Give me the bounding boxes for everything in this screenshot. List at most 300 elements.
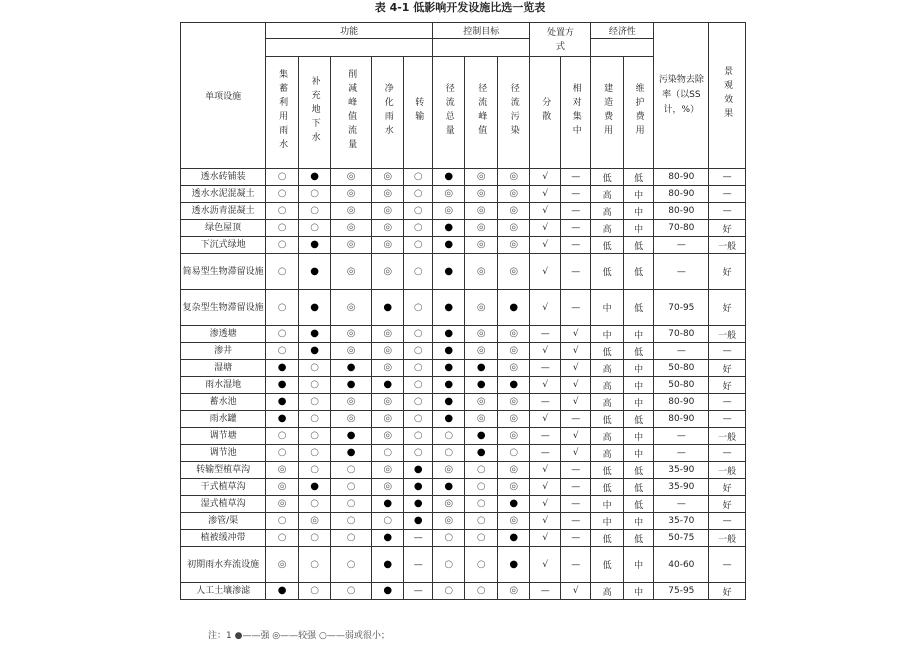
table-cell: ○ bbox=[298, 220, 331, 237]
table-cell: — bbox=[654, 445, 709, 462]
table-cell: √ bbox=[560, 377, 590, 394]
table-cell: 中 bbox=[623, 326, 653, 343]
table-cell: ● bbox=[266, 583, 299, 600]
table-cell: 低 bbox=[591, 479, 624, 496]
table-cell: ◎ bbox=[298, 513, 331, 530]
table-cell: ◎ bbox=[371, 428, 404, 445]
table-cell: ● bbox=[331, 445, 372, 462]
table-row bbox=[181, 343, 746, 360]
table-cell: 低 bbox=[591, 169, 624, 186]
table-cell: ◎ bbox=[331, 290, 372, 326]
table-cell: ○ bbox=[331, 462, 372, 479]
table-cell: — bbox=[530, 360, 560, 377]
table-cell: ○ bbox=[298, 496, 331, 513]
table-cell: ◎ bbox=[371, 203, 404, 220]
facility-name: 蓄水池 bbox=[181, 394, 266, 411]
table-cell: ● bbox=[432, 237, 465, 254]
table-cell: ◎ bbox=[371, 220, 404, 237]
facility-name: 渗透塘 bbox=[181, 326, 266, 343]
table-cell: 低 bbox=[591, 343, 624, 360]
table-cell: ◎ bbox=[497, 479, 530, 496]
table-cell: 好 bbox=[709, 220, 746, 237]
table-cell: — bbox=[654, 237, 709, 254]
table-cell: ○ bbox=[465, 462, 498, 479]
table-cell: ◎ bbox=[497, 428, 530, 445]
table-cell: ◎ bbox=[371, 360, 404, 377]
table-cell: ○ bbox=[298, 547, 331, 583]
header-removal-rate: 污染物去除率（以SS计，%） bbox=[654, 23, 709, 169]
table-cell: √ bbox=[530, 343, 560, 360]
table-cell: ○ bbox=[432, 530, 465, 547]
table-cell: — bbox=[530, 445, 560, 462]
table-cell: ○ bbox=[298, 428, 331, 445]
table-row bbox=[181, 186, 746, 203]
table-row bbox=[181, 203, 746, 220]
table-cell: ● bbox=[298, 343, 331, 360]
table-cell: 中 bbox=[591, 513, 624, 530]
table-cell: 80-90 bbox=[654, 411, 709, 428]
table-cell: — bbox=[560, 411, 590, 428]
table-row bbox=[181, 237, 746, 254]
table-cell: ◎ bbox=[497, 411, 530, 428]
facility-name: 转输型植草沟 bbox=[181, 462, 266, 479]
table-cell: ◎ bbox=[331, 186, 372, 203]
table-cell: ◎ bbox=[331, 220, 372, 237]
table-cell: ◎ bbox=[371, 169, 404, 186]
table-cell: 高 bbox=[591, 394, 624, 411]
table-row bbox=[181, 360, 746, 377]
table-cell: ● bbox=[404, 496, 432, 513]
table-row bbox=[181, 254, 746, 290]
table-cell: ○ bbox=[331, 513, 372, 530]
table-cell: — bbox=[560, 462, 590, 479]
table-cell: 低 bbox=[623, 479, 653, 496]
table-cell: ● bbox=[371, 496, 404, 513]
facility-name: 渗井 bbox=[181, 343, 266, 360]
table-cell: 50-80 bbox=[654, 360, 709, 377]
facility-name: 下沉式绿地 bbox=[181, 237, 266, 254]
table-cell: ◎ bbox=[371, 326, 404, 343]
table-cell: 低 bbox=[623, 411, 653, 428]
table-row bbox=[181, 462, 746, 479]
facility-name: 透水砖铺装 bbox=[181, 169, 266, 186]
table-row bbox=[181, 479, 746, 496]
column-label: 相对集中 bbox=[560, 57, 590, 169]
table-cell: √ bbox=[530, 479, 560, 496]
table-cell: — bbox=[560, 530, 590, 547]
table-cell: ○ bbox=[266, 513, 299, 530]
table-cell: √ bbox=[530, 169, 560, 186]
table-cell: ◎ bbox=[497, 394, 530, 411]
table-cell: ○ bbox=[298, 377, 331, 394]
table-cell: ○ bbox=[465, 547, 498, 583]
table-row bbox=[181, 411, 746, 428]
table-cell: ◎ bbox=[465, 254, 498, 290]
table-cell: 好 bbox=[709, 479, 746, 496]
table-cell: ◎ bbox=[497, 220, 530, 237]
table-cell: √ bbox=[530, 203, 560, 220]
table-cell: 75-95 bbox=[654, 583, 709, 600]
table-cell: 50-75 bbox=[654, 530, 709, 547]
table-cell: ○ bbox=[404, 169, 432, 186]
table-cell: ◎ bbox=[371, 462, 404, 479]
column-label: 径流总量 bbox=[432, 57, 465, 169]
table-cell: ● bbox=[298, 237, 331, 254]
table-cell: ○ bbox=[298, 203, 331, 220]
table-cell: — bbox=[404, 530, 432, 547]
table-row bbox=[181, 513, 746, 530]
facility-name: 雨水罐 bbox=[181, 411, 266, 428]
facility-name: 渗管/渠 bbox=[181, 513, 266, 530]
column-label: 净化雨水 bbox=[371, 57, 404, 169]
table-cell: ○ bbox=[266, 237, 299, 254]
table-cell: 低 bbox=[623, 237, 653, 254]
table-cell: ◎ bbox=[465, 343, 498, 360]
table-cell: 好 bbox=[709, 496, 746, 513]
table-cell: — bbox=[709, 547, 746, 583]
table-cell: 好 bbox=[709, 583, 746, 600]
header-group-treatment: 处置方式 bbox=[530, 23, 591, 57]
table-row bbox=[181, 169, 746, 186]
table-cell: ◎ bbox=[497, 513, 530, 530]
table-cell: 中 bbox=[591, 290, 624, 326]
table-row bbox=[181, 547, 746, 583]
table-cell: ○ bbox=[331, 547, 372, 583]
table-cell: ● bbox=[298, 326, 331, 343]
table-cell: — bbox=[404, 583, 432, 600]
table-cell: 中 bbox=[623, 394, 653, 411]
table-cell: — bbox=[709, 411, 746, 428]
table-cell: ◎ bbox=[331, 203, 372, 220]
table-row bbox=[181, 377, 746, 394]
table-cell: ● bbox=[432, 290, 465, 326]
table-cell: ○ bbox=[331, 530, 372, 547]
table-cell: ○ bbox=[298, 394, 331, 411]
table-cell: ● bbox=[432, 479, 465, 496]
table-cell: ◎ bbox=[497, 186, 530, 203]
table-cell: ○ bbox=[465, 513, 498, 530]
table-cell: ○ bbox=[266, 445, 299, 462]
table-cell: ● bbox=[432, 343, 465, 360]
table-cell: ◎ bbox=[465, 203, 498, 220]
table-cell: — bbox=[404, 547, 432, 583]
table-cell: √ bbox=[560, 445, 590, 462]
table-cell: 低 bbox=[591, 530, 624, 547]
table-cell: — bbox=[654, 428, 709, 445]
table-cell: ○ bbox=[331, 479, 372, 496]
table-cell: 低 bbox=[623, 496, 653, 513]
facility-name: 湿式植草沟 bbox=[181, 496, 266, 513]
table-cell: √ bbox=[560, 394, 590, 411]
table-cell: √ bbox=[530, 220, 560, 237]
table-cell: ○ bbox=[404, 186, 432, 203]
table-cell: ● bbox=[298, 290, 331, 326]
facility-name: 透水沥青混凝土 bbox=[181, 203, 266, 220]
column-label: 径流峰值 bbox=[465, 57, 498, 169]
table-cell: ○ bbox=[298, 445, 331, 462]
table-cell: √ bbox=[530, 186, 560, 203]
table-cell: 高 bbox=[591, 377, 624, 394]
header-group-control: 控制目标 bbox=[432, 23, 530, 39]
table-cell: ◎ bbox=[432, 513, 465, 530]
table-cell: 好 bbox=[709, 254, 746, 290]
table-cell: ◎ bbox=[331, 237, 372, 254]
table-cell: ◎ bbox=[331, 394, 372, 411]
header-group-function: 功能 bbox=[266, 23, 433, 39]
table-cell: 中 bbox=[623, 583, 653, 600]
table-cell: √ bbox=[560, 428, 590, 445]
table-cell: ◎ bbox=[497, 237, 530, 254]
table-cell: 低 bbox=[591, 547, 624, 583]
table-cell: ◎ bbox=[331, 169, 372, 186]
table-cell: 中 bbox=[623, 203, 653, 220]
table-cell: ◎ bbox=[465, 394, 498, 411]
table-cell: ◎ bbox=[497, 343, 530, 360]
table-cell: — bbox=[709, 203, 746, 220]
header-landscape: 景观效果 bbox=[709, 23, 746, 169]
column-label: 转输 bbox=[404, 57, 432, 169]
table-cell: ● bbox=[497, 290, 530, 326]
table-cell: ◎ bbox=[497, 203, 530, 220]
table-cell: 一般 bbox=[709, 237, 746, 254]
table-cell: ○ bbox=[266, 326, 299, 343]
table-cell: 低 bbox=[623, 530, 653, 547]
table-cell: 低 bbox=[591, 237, 624, 254]
table-cell: 低 bbox=[591, 254, 624, 290]
table-cell: ○ bbox=[465, 583, 498, 600]
table-cell: 高 bbox=[591, 186, 624, 203]
table-cell: 高 bbox=[591, 220, 624, 237]
table-cell: — bbox=[709, 343, 746, 360]
table-cell: ● bbox=[465, 445, 498, 462]
table-cell: ● bbox=[432, 220, 465, 237]
table-cell: ● bbox=[298, 254, 331, 290]
table-cell: ○ bbox=[432, 445, 465, 462]
table-cell: ○ bbox=[266, 220, 299, 237]
column-label: 径流污染 bbox=[497, 57, 530, 169]
table-cell: 70-80 bbox=[654, 326, 709, 343]
table-cell: ● bbox=[371, 290, 404, 326]
table-cell: ● bbox=[371, 547, 404, 583]
table-cell: ● bbox=[331, 428, 372, 445]
table-cell: ◎ bbox=[266, 462, 299, 479]
table-cell: ○ bbox=[404, 445, 432, 462]
table-cell: ● bbox=[497, 377, 530, 394]
table-cell: ○ bbox=[266, 290, 299, 326]
table-footnote: 注：1 ●——强 ◎——较强 ○——弱或很小； bbox=[208, 631, 390, 641]
table-cell: ○ bbox=[298, 411, 331, 428]
table-cell: ◎ bbox=[266, 496, 299, 513]
facility-name: 植被缓冲带 bbox=[181, 530, 266, 547]
table-cell: √ bbox=[530, 496, 560, 513]
table-cell: 中 bbox=[591, 496, 624, 513]
column-label: 建造费用 bbox=[591, 57, 624, 169]
table-cell: 80-90 bbox=[654, 186, 709, 203]
table-cell: √ bbox=[560, 343, 590, 360]
table-cell: √ bbox=[560, 583, 590, 600]
table-cell: ○ bbox=[432, 583, 465, 600]
table-cell: 中 bbox=[623, 513, 653, 530]
table-cell: 低 bbox=[623, 462, 653, 479]
table-cell: ○ bbox=[266, 169, 299, 186]
table-cell: ○ bbox=[404, 377, 432, 394]
table-cell: ● bbox=[432, 254, 465, 290]
table-cell: ◎ bbox=[465, 411, 498, 428]
table-cell: ○ bbox=[404, 290, 432, 326]
table-cell: ○ bbox=[298, 530, 331, 547]
table-cell: ○ bbox=[465, 530, 498, 547]
table-cell: ◎ bbox=[266, 479, 299, 496]
facility-name: 人工土壤渗滤 bbox=[181, 583, 266, 600]
table-row bbox=[181, 394, 746, 411]
table-cell: ● bbox=[371, 377, 404, 394]
table-cell: √ bbox=[530, 254, 560, 290]
table-cell: 一般 bbox=[709, 326, 746, 343]
facility-name: 绿色屋顶 bbox=[181, 220, 266, 237]
table-row bbox=[181, 326, 746, 343]
table-cell: ● bbox=[266, 394, 299, 411]
table-cell: √ bbox=[530, 462, 560, 479]
table-cell: √ bbox=[530, 530, 560, 547]
table-cell: ◎ bbox=[432, 496, 465, 513]
header-group-economy: 经济性 bbox=[591, 23, 654, 39]
table-cell: — bbox=[530, 326, 560, 343]
table-cell: 35-70 bbox=[654, 513, 709, 530]
table-cell: 35-90 bbox=[654, 479, 709, 496]
table-cell: √ bbox=[530, 513, 560, 530]
table-cell: — bbox=[560, 237, 590, 254]
table-cell: ◎ bbox=[371, 186, 404, 203]
table-cell: ◎ bbox=[371, 254, 404, 290]
table-cell: ● bbox=[432, 169, 465, 186]
table-cell: 低 bbox=[623, 169, 653, 186]
table-cell: ◎ bbox=[331, 343, 372, 360]
table-cell: ○ bbox=[404, 411, 432, 428]
table-cell: ○ bbox=[266, 254, 299, 290]
table-cell: ● bbox=[432, 360, 465, 377]
table-cell: ○ bbox=[298, 360, 331, 377]
column-label: 维护费用 bbox=[623, 57, 653, 169]
table-cell: ○ bbox=[404, 203, 432, 220]
table-cell: 低 bbox=[591, 462, 624, 479]
facility-name: 初期雨水弃流设施 bbox=[181, 547, 266, 583]
table-cell: — bbox=[560, 513, 590, 530]
table-cell: — bbox=[530, 394, 560, 411]
table-cell: — bbox=[709, 513, 746, 530]
comparison-table bbox=[180, 22, 746, 600]
table-row bbox=[181, 530, 746, 547]
table-cell: ◎ bbox=[432, 203, 465, 220]
table-row bbox=[181, 290, 746, 326]
table-cell: 中 bbox=[591, 326, 624, 343]
table-cell: ◎ bbox=[465, 186, 498, 203]
table-cell: ● bbox=[266, 411, 299, 428]
table-cell: ◎ bbox=[465, 220, 498, 237]
table-cell: ◎ bbox=[371, 479, 404, 496]
table-cell: √ bbox=[530, 411, 560, 428]
table-cell: 低 bbox=[623, 343, 653, 360]
facility-name: 干式植草沟 bbox=[181, 479, 266, 496]
table-cell: — bbox=[530, 428, 560, 445]
table-cell: ○ bbox=[331, 496, 372, 513]
table-cell: ○ bbox=[298, 583, 331, 600]
table-cell: ◎ bbox=[331, 326, 372, 343]
table-cell: ● bbox=[298, 169, 331, 186]
table-cell: ○ bbox=[266, 203, 299, 220]
table-cell: ○ bbox=[371, 513, 404, 530]
table-cell: — bbox=[654, 343, 709, 360]
column-label: 削减峰值流量 bbox=[331, 57, 372, 169]
table-cell: ○ bbox=[432, 547, 465, 583]
facility-name: 雨水湿地 bbox=[181, 377, 266, 394]
table-cell: — bbox=[560, 203, 590, 220]
table-cell: ◎ bbox=[497, 169, 530, 186]
table-cell: ○ bbox=[266, 530, 299, 547]
table-cell: ◎ bbox=[465, 326, 498, 343]
table-cell: 低 bbox=[623, 290, 653, 326]
table-cell: ○ bbox=[404, 428, 432, 445]
table-cell: — bbox=[560, 547, 590, 583]
table-cell: ◎ bbox=[497, 360, 530, 377]
table-cell: ○ bbox=[266, 428, 299, 445]
table-cell: 80-90 bbox=[654, 169, 709, 186]
table-cell: ● bbox=[497, 547, 530, 583]
table-cell: ○ bbox=[404, 254, 432, 290]
table-cell: ○ bbox=[331, 583, 372, 600]
table-cell: ◎ bbox=[432, 186, 465, 203]
table-cell: 好 bbox=[709, 290, 746, 326]
table-cell: 一般 bbox=[709, 462, 746, 479]
table-row bbox=[181, 583, 746, 600]
table-cell: ◎ bbox=[497, 462, 530, 479]
table-cell: 80-90 bbox=[654, 394, 709, 411]
table-cell: ○ bbox=[465, 496, 498, 513]
table-cell: — bbox=[530, 583, 560, 600]
table-cell: 高 bbox=[591, 360, 624, 377]
table-cell: ● bbox=[404, 513, 432, 530]
table-title: 表 4-1 低影响开发设施比选一览表 bbox=[374, 1, 546, 14]
table-cell: ◎ bbox=[497, 326, 530, 343]
facility-name: 调节塘 bbox=[181, 428, 266, 445]
facility-name: 复杂型生物滞留设施 bbox=[181, 290, 266, 326]
table-cell: ● bbox=[432, 377, 465, 394]
table-cell: ○ bbox=[404, 343, 432, 360]
table-cell: √ bbox=[530, 237, 560, 254]
table-cell: — bbox=[560, 290, 590, 326]
table-cell: ● bbox=[266, 377, 299, 394]
table-cell: ◎ bbox=[497, 583, 530, 600]
facility-name: 调节池 bbox=[181, 445, 266, 462]
table-row bbox=[181, 428, 746, 445]
table-cell: ● bbox=[331, 377, 372, 394]
header-facility: 单项设施 bbox=[181, 23, 266, 169]
table-cell: ○ bbox=[404, 237, 432, 254]
table-cell: ● bbox=[432, 326, 465, 343]
table-cell: ◎ bbox=[432, 462, 465, 479]
table-cell: — bbox=[560, 479, 590, 496]
table-cell: ○ bbox=[404, 360, 432, 377]
table-cell: ◎ bbox=[331, 254, 372, 290]
table-cell: 高 bbox=[591, 203, 624, 220]
table-cell: √ bbox=[560, 360, 590, 377]
table-cell: ● bbox=[298, 479, 331, 496]
table-cell: 35-90 bbox=[654, 462, 709, 479]
table-cell: — bbox=[709, 186, 746, 203]
table-cell: 中 bbox=[623, 547, 653, 583]
table-cell: — bbox=[560, 169, 590, 186]
table-cell: ○ bbox=[371, 445, 404, 462]
table-row bbox=[181, 496, 746, 513]
